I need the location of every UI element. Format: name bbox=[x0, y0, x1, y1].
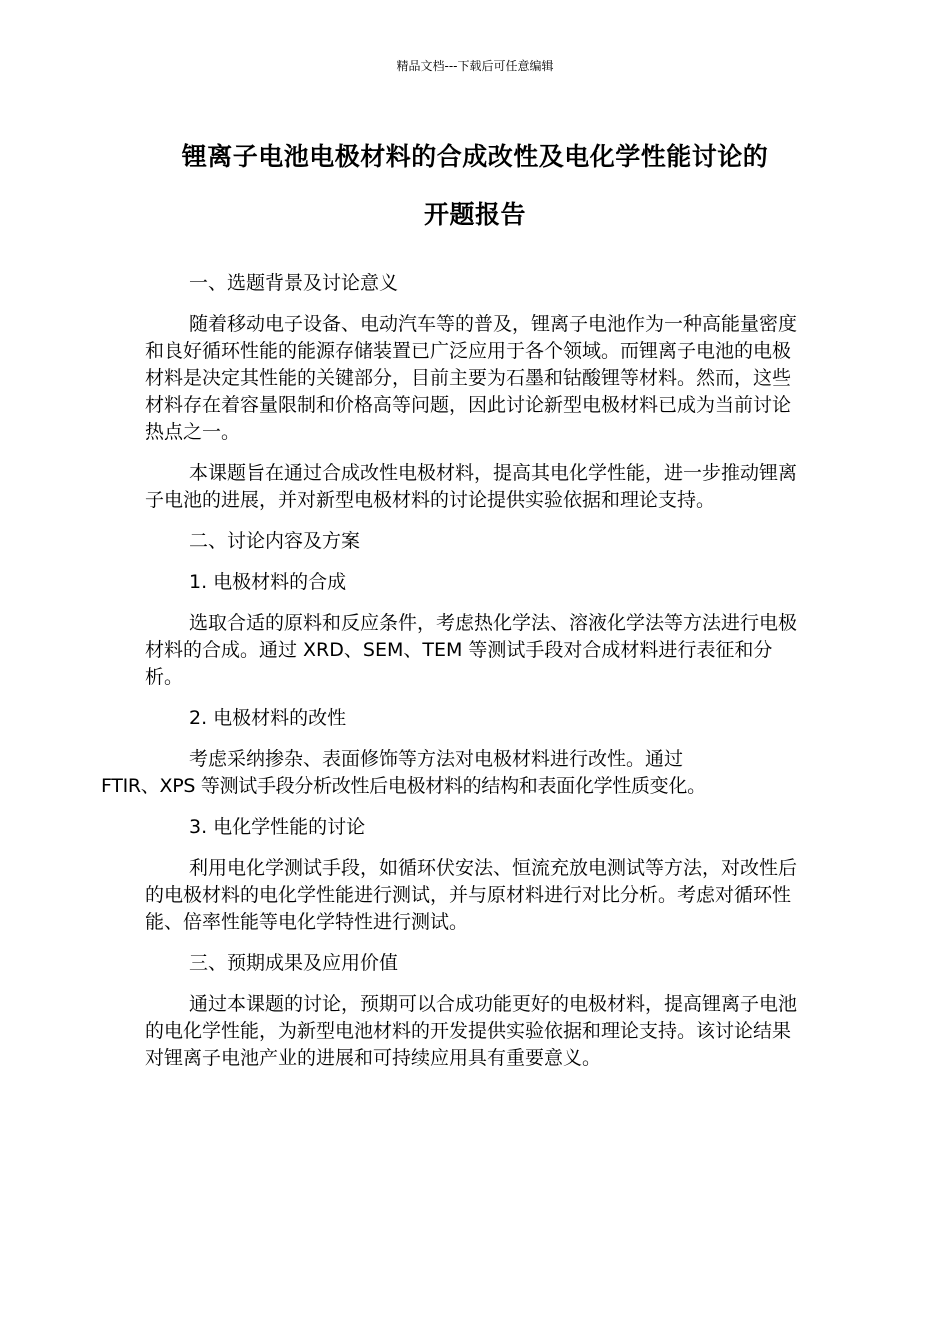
paragraph-modification-line2: FTIR、XPS 等测试手段分析改性后电极材料的结构和表面化学性质变化。 bbox=[101, 775, 706, 797]
paragraph-background: 随着移动电子设备、电动汽车等的普及，锂离子电池作为一种高能量密度和良好循环性能的能源存储装置已广泛应用于各个领域。而锂离子电池的电极材料是决定其性能的关键部分，目前主要为石墨和钴酸锂等材料。然而，这些材料存在着容量限制和价格高等问题，因此讨论新型电极材料已成为当前讨论热点之一。 bbox=[145, 313, 798, 443]
paragraph-synthesis: 选取合适的原料和反应条件，考虑热化学法、溶液化学法等方法进行电极材料的合成。通过 XRD、SEM、TEM 等测试手段对合成材料进行表征和分析。 bbox=[145, 612, 798, 688]
paragraph-electrochemistry: 利用电化学测试手段，如循环伏安法、恒流充放电测试等方法，对改性后的电极材料的电化学性能进行测试，并与原材料进行对比分析。考虑对循环性能、倍率性能等电化学特性进行测试。 bbox=[145, 857, 798, 933]
paragraph-modification bbox=[101, 746, 807, 800]
title-line-1: 锂离子电池电极材料的合成改性及电化学性能讨论的 bbox=[181, 142, 769, 171]
section-heading-expected: 三、预期成果及应用价值 bbox=[189, 952, 399, 974]
subheading-synthesis: 1. 电极材料的合成 bbox=[189, 571, 347, 593]
document-body bbox=[101, 270, 807, 1086]
paragraph-purpose: 本课题旨在通过合成改性电极材料，提高其电化学性能，进一步推动锂离子电池的进展，并对新型电极材料的讨论提供实验依据和理论支持。 bbox=[145, 462, 798, 511]
section-heading-content: 二、讨论内容及方案 bbox=[189, 530, 361, 552]
paragraph-modification-line1: 考虑采纳掺杂、表面修饰等方法对电极材料进行改性。通过 bbox=[189, 748, 684, 770]
section-heading-background: 一、选题背景及讨论意义 bbox=[189, 272, 399, 294]
document-title bbox=[130, 128, 820, 244]
paragraph-expected: 通过本课题的讨论，预期可以合成功能更好的电极材料，提高锂离子电池的电化学性能，为新型电池材料的开发提供实验依据和理论支持。该讨论结果对锂离子电池产业的进展和可持续应用具有重要意义。 bbox=[145, 993, 798, 1069]
subheading-electrochemistry: 3. 电化学性能的讨论 bbox=[189, 816, 366, 838]
subheading-modification: 2. 电极材料的改性 bbox=[189, 707, 347, 729]
title-line-2: 开题报告 bbox=[423, 200, 526, 229]
page-header: 精品文档---下载后可任意编辑 bbox=[396, 59, 554, 73]
